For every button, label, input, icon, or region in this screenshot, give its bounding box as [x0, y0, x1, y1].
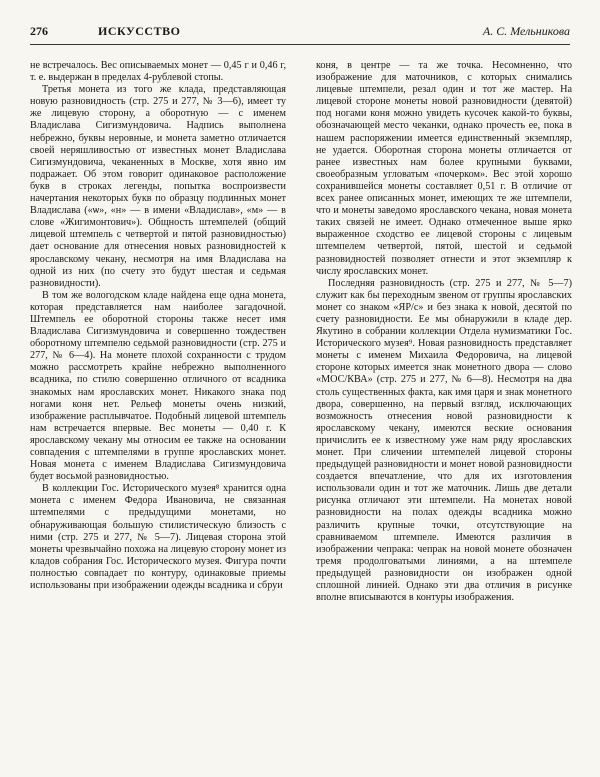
- left-column: [30, 60, 286, 592]
- running-header: [30, 22, 570, 45]
- page-number: 276: [30, 24, 48, 38]
- paragraph: Последняя разновидность (стр. 275 и 277, № 5—7) служит как бы переходным звеном от группы ярославских монет со знаком «ЯР/с» и без знака к новой, десятой по счету разновидности. Ее мы обнаружили в кладе дер. Якутино в собрании коллекции Отдела нумизматики Гос. Исторического музея⁹. Новая разновидность представляет монеты с именем Михаила Федоровича, на лицевой стороне которых имеется знак монетного двора — слово «МОС/КВА» (стр. 275 и 277, № 6—8). Несмотря на два столь существенных факта, как имя царя и знак монетного двора, совершенно, на первый взгляд, исключающих возможность отнесения новой разновидности к ярославскому чекану, имеются веские основания причислить ее к известному уже нам ряду ярославских монет. При сличении штемпелей лицевой стороны предыдущей разновидности и монет новой разновидности создается впечатление, что для их изготовления использовали один и тот же маточник. Лишь две детали рисунка отличают эти штемпели. На монетах новой разновидности на полах одежды всадника можно различить крупные точки, отсутствующие на сравниваемом штемпеле. Имеются различия в изображении чепрака: чепрак на новой монете обозначен тремя продолговатыми линиями, а на штемпеле предыдущей разновидности он изображен одной сплошной линией. Однако эти два отличия в рисунке вполне вписываются в контуры изображения.: [316, 277, 572, 604]
- paragraph: В коллекции Гос. Исторического музея⁸ хранится одна монета с именем Федора Ивановича, не связанная штемпелями с предыдущими монетами, но обнаруживающая большую стилистическую близость с ними (стр. 275 и 277, № 5—7). Лицевая сторона этой монеты чрезвычайно похожа на лицевую сторону монет из кладов собрания Гос. Исторического музея. Фигура почти полностью совпадает по контуру, одинаковые приемы использованы при изображении одежды всадника и сбруи: [30, 483, 286, 592]
- paragraph: коня, в центре — та же точка. Несомненно, что изображение для маточников, с которых снимались лицевые штемпели, резал один и тот же мастер. На лицевой стороне монеты новой разновидности (девятой) под ногами коня можно увидеть кусочек какой-то буквы, обозначающей место чеканки, однако прочесть ее, пока в нашем распоряжении имеется единственный экземпляр, не удается. Оборотная сторона монеты отличается от ранее известных нам более крупными буквами, своеобразным угловатым «почерком». Вес этой хорошо сохранившейся монеты составляет 0,51 г. В отличие от всех ранее описанных монет, имеющих те же штемпели, что и монеты заведомо ярославского чекана, новая монета таких связей не имеет. Однако отмеченное выше ярко выраженное сходство ее лицевой стороны с лицевым штемпелем четвертой, пятой, шестой и седьмой разновидностей позволяет отнести и этот экземпляр к числу ярославских монет.: [316, 60, 572, 277]
- right-column: [316, 60, 572, 604]
- paragraph: В том же вологодском кладе найдена еще одна монета, которая представляется нам наиболее загадочной. Штемпель ее оборотной стороны также несет имя Владислава Сигизмундовича и совершенно тождествен оборотному штемпелю седьмой разновидности (стр. 275 и 277, № 6—4). На монете плохой сохранности с трудом можно рассмотреть крайне небрежно выполненного всадника, по стилю совершенно отличного от всадника знакомых нам ярославских монет. Никакого знака под ногами коня нет. Рельеф монеты очень низкий, изображение расплывчатое. Подобный лицевой штемпель нам встречается впервые. Вес монеты — 0,40 г. К ярославскому чекану мы относим ее также на основании совпадения с штемпелями в группе ярославских монет. Новая монета с именем Владислава Сигизмундовича будет восьмой разновидностью.: [30, 289, 286, 483]
- running-title: ИСКУССТВО: [98, 24, 181, 38]
- author-name: А. С. Мельникова: [482, 24, 570, 38]
- paragraph: не встречалось. Вес описываемых монет — 0,45 г и 0,46 г, т. е. выдержан в пределах 4-рублевой стопы.: [30, 60, 286, 84]
- paragraph: Третья монета из того же клада, представляющая новую разновидность (стр. 275 и 277, № 3—6), имеет ту же лицевую сторону, а оборотную — с именем Владислава Сигизмундовича. Надпись выполнена небрежно, буквы неровные, и монета заметно отличается своей неряшливостью от известных монет Владислава Сигизмундовича, чеканенных в Москве, хотя явно им подражает. Об этом говорит одинаковое расположение букв в строках легенды, попытка воспроизвести начертания некоторых букв по образцу подлинных монет Владислава («ѡ», «н» — в имени «Владислав», «м» — в слове «Жигимонтович»). Общность штемпелей (общий лицевой штемпель с четвертой и пятой разновидностью) дает основание для отнесения новых разновидностей к ярославскому чекану, несмотря на имя Владислава на одной из них (по счету это будут шестая и седьмая разновидности).: [30, 84, 286, 289]
